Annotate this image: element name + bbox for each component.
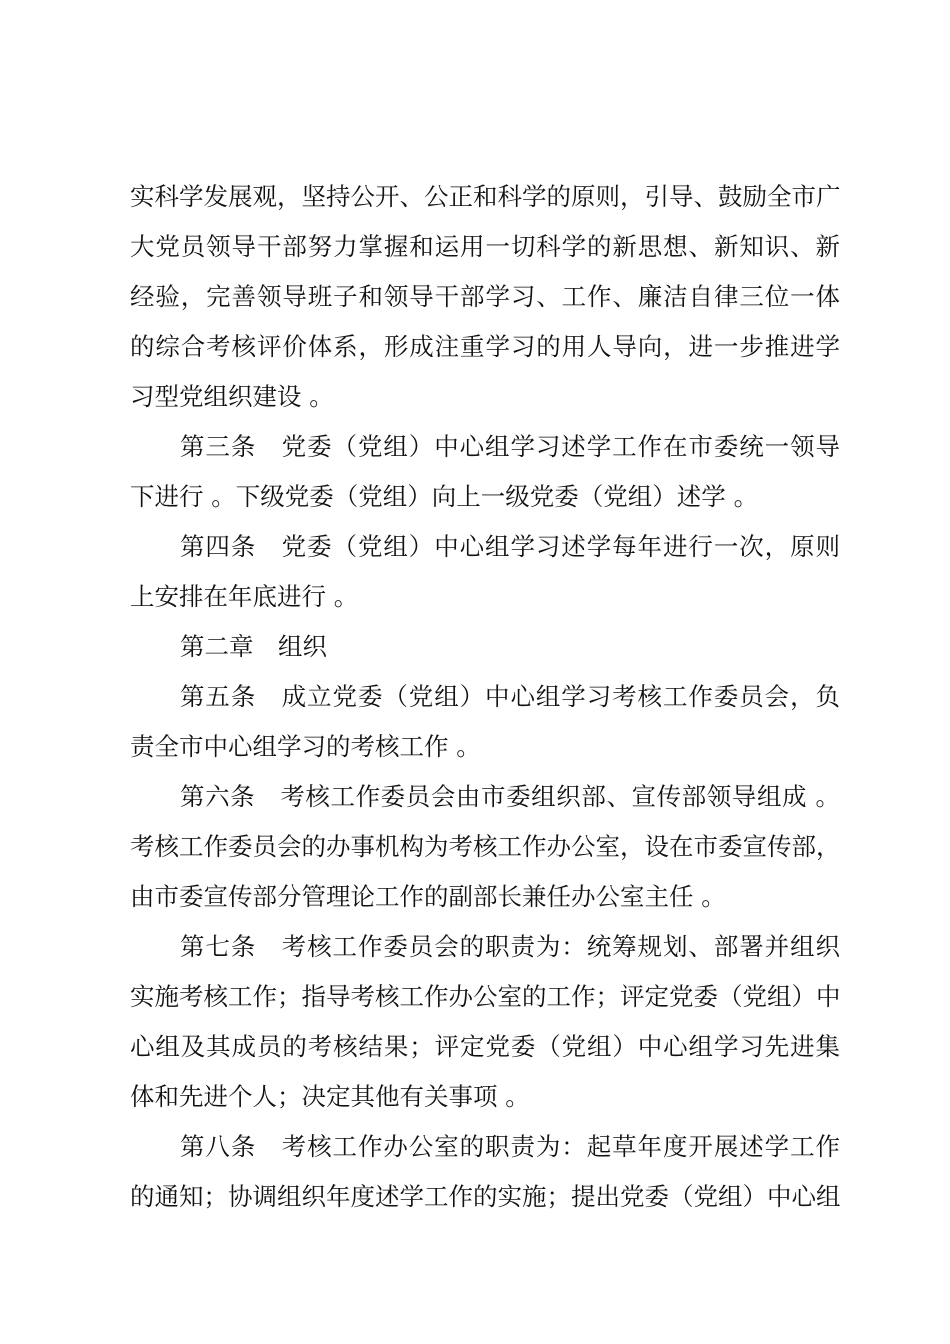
chapter-2-heading: 第二章 组织: [180, 632, 327, 661]
article-6-line: 第六条 考核工作委员会由市委组织部、宣传部领导组成 。: [180, 782, 840, 811]
text-line: 心组及其成员的考核结果；评定党委（党组）中心组学习先进集: [130, 1032, 840, 1061]
document-body: [130, 172, 840, 1222]
text-line: 责全市中心组学习的考核工作 。: [130, 732, 481, 761]
text-line: 习型党组织建设 。: [130, 382, 334, 411]
article-3-line: 第三条 党委（党组）中心组学习述学工作在市委统一领导: [180, 432, 840, 461]
article-7-line: 第七条 考核工作委员会的职责为：统筹规划、部署并组织: [180, 932, 840, 961]
text-line: 上安排在年底进行 。: [130, 582, 359, 611]
text-line: 经验，完善领导班子和领导干部学习、工作、廉洁自律三位一体: [130, 282, 840, 311]
article-4-line: 第四条 党委（党组）中心组学习述学每年进行一次，原则: [180, 532, 840, 561]
text-line: 由市委宣传部分管理论工作的副部长兼任办公室主任 。: [130, 882, 726, 911]
text-line: 体和先进个人；决定其他有关事项 。: [130, 1082, 530, 1111]
article-8-line: 第八条 考核工作办公室的职责为：起草年度开展述学工作: [180, 1132, 840, 1161]
article-5-line: 第五条 成立党委（党组）中心组学习考核工作委员会，负: [180, 682, 840, 711]
text-line: 下进行 。下级党委（党组）向上一级党委（党组）述学 。: [130, 482, 759, 511]
text-line: 的综合考核评价体系，形成注重学习的用人导向，进一步推进学: [130, 332, 840, 361]
text-line: 实科学发展观，坚持公开、公正和科学的原则，引导、鼓励全市广: [130, 182, 840, 211]
text-line: 实施考核工作；指导考核工作办公室的工作；评定党委（党组）中: [130, 982, 840, 1011]
text-line: 大党员领导干部努力掌握和运用一切科学的新思想、新知识、新: [130, 232, 840, 261]
text-line: 的通知；协调组织年度述学工作的实施；提出党委（党组）中心组: [130, 1182, 840, 1211]
text-line: 考核工作委员会的办事机构为考核工作办公室，设在市委宣传部，: [130, 832, 840, 861]
